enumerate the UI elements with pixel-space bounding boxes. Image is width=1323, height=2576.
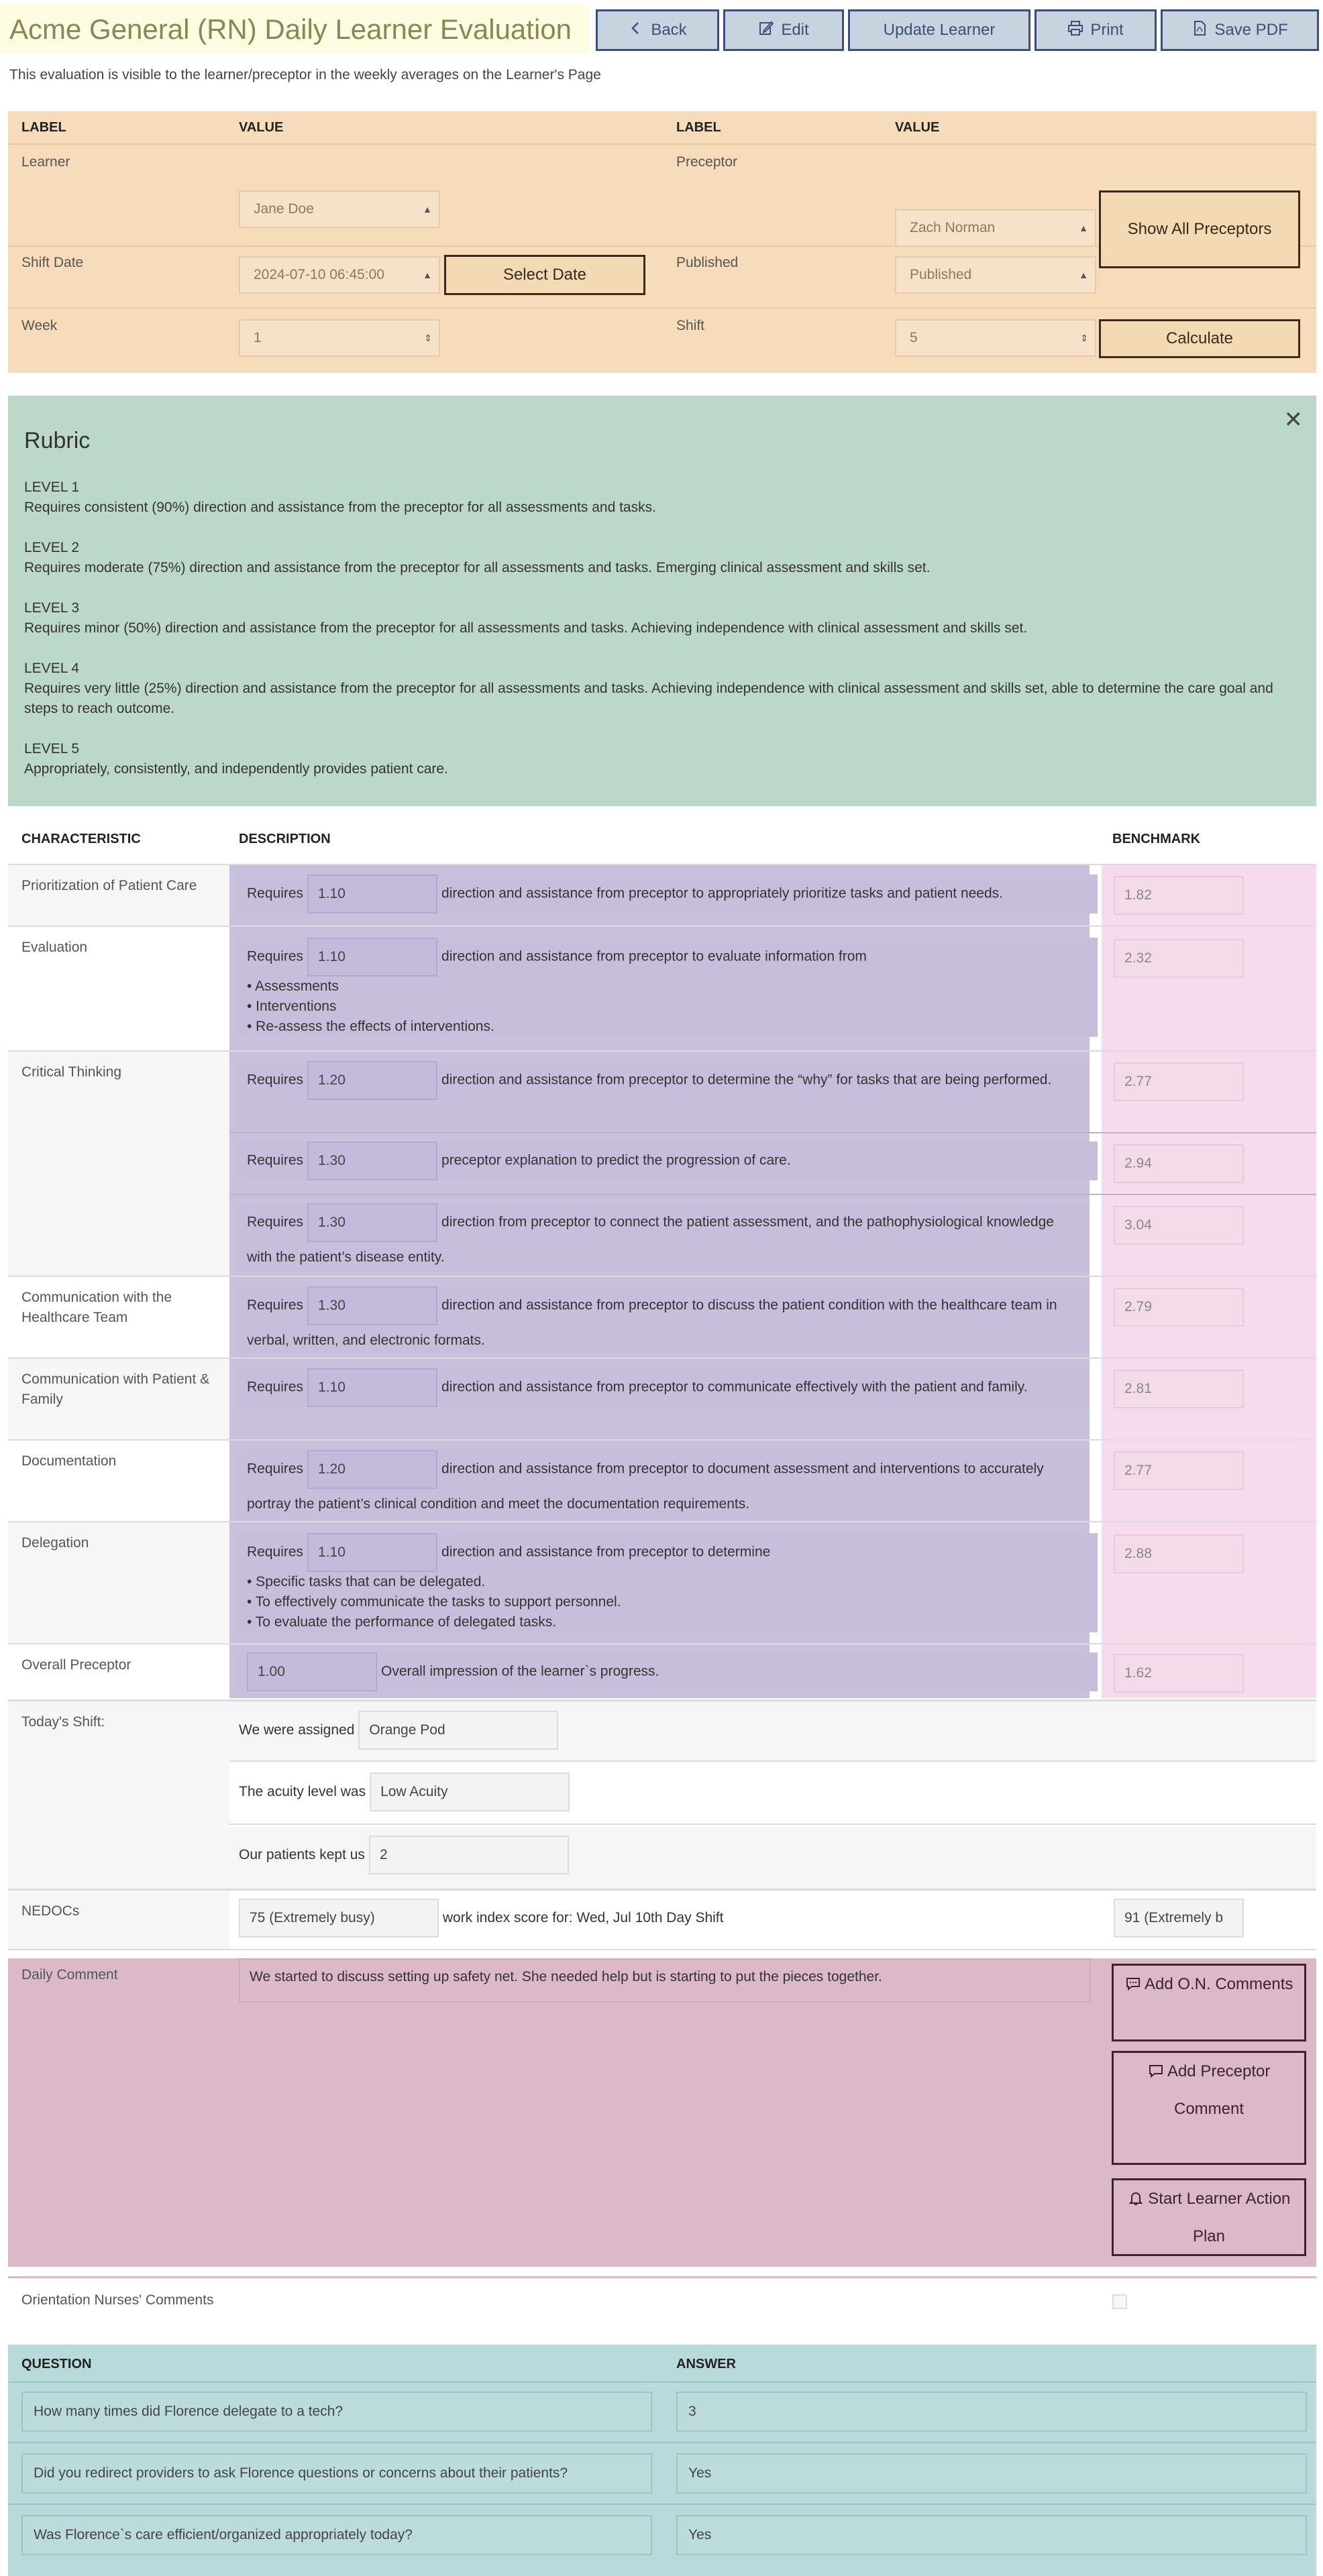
description-header: DESCRIPTION	[239, 832, 331, 846]
characteristic-name: Communication with Patient & Family	[21, 1371, 210, 1407]
description-text	[237, 1533, 1098, 1632]
kept-label: Our patients kept us	[239, 1847, 365, 1862]
bullet-item: • Specific tasks that can be delegated.	[247, 1574, 486, 1589]
learner-label: Learner	[21, 154, 70, 170]
calculate-button[interactable]	[1099, 319, 1300, 358]
select-arrows-icon: ▲	[423, 204, 432, 215]
start-action-plan-button[interactable]	[1112, 2178, 1306, 2256]
row-description: direction and assistance from preceptor to discuss the patient condition with the healthcare team in verbal, written, and electronic formats.	[247, 1297, 1057, 1348]
nedocs-input[interactable]: 75 (Extremely busy)	[239, 1899, 439, 1938]
save-pdf-button[interactable]	[1161, 9, 1319, 51]
learner-select-value: Jane Doe	[254, 201, 314, 217]
answer-header: ANSWER	[676, 2357, 736, 2371]
characteristics-header	[8, 814, 1316, 865]
nedocs-label: NEDOCs	[21, 1903, 80, 1919]
description-text	[237, 1203, 1090, 1272]
score-input[interactable]: 1.10	[307, 875, 437, 913]
bullet-item: • Interventions	[247, 999, 337, 1014]
chevron-left-icon	[628, 20, 644, 41]
pdf-file-icon	[1192, 20, 1208, 41]
label-header: LABEL	[21, 119, 66, 135]
table-row-overall	[8, 1643, 1316, 1699]
rubric-panel	[8, 396, 1316, 806]
start-action-plan-label: Start Learner Action Plan	[1148, 2190, 1291, 2245]
level-text: Requires very little (25%) direction and assistance from the preceptor for all assessments and tasks. Achieving independence with clinical assessment and skills set, able to determine the care goal and steps to reach outcome.	[24, 681, 1273, 716]
rubric-level-5	[24, 739, 1285, 779]
question-text: Was Florence`s care efficient/organized appropriately today?	[21, 2515, 652, 2555]
description-text	[237, 1450, 1090, 1519]
daily-comment-text[interactable]: We started to discuss setting up safety net. She needed help but is starting to put the pieces together.	[239, 1958, 1091, 2003]
rubric-level-2	[24, 538, 1285, 578]
characteristic-name: Documentation	[21, 1453, 117, 1469]
row-description: direction and assistance from preceptor to document assessment and interventions to accurately portray the patient’s clinical condition and meet the documentation requirements.	[247, 1461, 1044, 1512]
level-name: LEVEL 2	[24, 540, 80, 555]
daily-comment-label: Daily Comment	[21, 1967, 118, 1982]
bell-icon	[1128, 2190, 1144, 2208]
answer-field[interactable]: Yes	[676, 2515, 1307, 2555]
sub-divider	[229, 1194, 1316, 1195]
comment-icon	[1148, 2062, 1164, 2080]
requires-word: Requires	[247, 1544, 304, 1560]
benchmark-value: 3.04	[1114, 1206, 1244, 1245]
table-row-prioritization	[8, 864, 1316, 926]
row-description: direction and assistance from preceptor to communicate effectively with the patient and family.	[441, 1379, 1028, 1395]
score-input[interactable]: 1.00	[247, 1653, 377, 1691]
table-row-delegation	[8, 1521, 1316, 1643]
qa-divider	[8, 2382, 1316, 2383]
characteristic-name: Critical Thinking	[21, 1064, 121, 1080]
bullet-item: • Re-assess the effects of interventions.	[247, 1019, 494, 1034]
score-input[interactable]: 1.30	[307, 1141, 437, 1180]
add-on-comments-button[interactable]	[1112, 1964, 1306, 2041]
question-header: QUESTION	[21, 2357, 92, 2371]
benchmark-header: BENCHMARK	[1112, 832, 1201, 846]
visibility-note: This evaluation is visible to the learner/preceptor in the weekly averages on the Learner's Page	[9, 67, 601, 82]
todays-shift-label: Today's Shift:	[21, 1714, 105, 1730]
characteristic-name: Communication with the Healthcare Team	[21, 1290, 172, 1325]
description-text	[237, 1141, 1098, 1180]
chat-icon	[1125, 1975, 1141, 1993]
score-input[interactable]: 1.30	[307, 1203, 437, 1242]
shift-input[interactable]	[895, 319, 1096, 357]
acuity-input[interactable]: Low Acuity	[370, 1773, 570, 1811]
acuity-label: The acuity level was	[239, 1784, 366, 1799]
learner-select[interactable]	[239, 190, 440, 228]
answer-field[interactable]: 3	[676, 2392, 1307, 2432]
save-pdf-label: Save PDF	[1214, 21, 1288, 39]
rubric-level-3	[24, 598, 1285, 638]
description-text	[237, 1368, 1090, 1407]
page-title: Acme General (RN) Daily Learner Evaluation	[0, 5, 589, 54]
acuity-row	[229, 1763, 1316, 1825]
assigned-label: We were assigned	[239, 1722, 355, 1738]
week-input[interactable]	[239, 319, 440, 357]
add-preceptor-comment-button[interactable]	[1112, 2051, 1306, 2165]
row-description: preceptor explanation to predict the progression of care.	[441, 1152, 791, 1168]
description-text	[237, 1286, 1090, 1355]
requires-word: Requires	[247, 1297, 304, 1313]
show-all-label: Show All Preceptors	[1127, 220, 1272, 238]
assigned-input[interactable]: Orange Pod	[358, 1711, 558, 1750]
info-row-learner	[8, 145, 1316, 247]
spinner-icon: ⇕	[1080, 333, 1088, 343]
level-text: Appropriately, consistently, and independently provides patient care.	[24, 761, 448, 777]
table-row-comm-patient	[8, 1357, 1316, 1439]
qa-divider	[8, 2504, 1316, 2505]
row-description: direction from preceptor to connect the patient assessment, and the pathophysiological knowledge with the patient’s disease entity.	[247, 1214, 1054, 1265]
benchmark-value: 2.77	[1114, 1451, 1244, 1490]
level-name: LEVEL 1	[24, 480, 80, 495]
description-text	[237, 1061, 1090, 1133]
shift-date-label: Shift Date	[21, 255, 84, 270]
requires-word: Requires	[247, 948, 304, 964]
nedocs-row	[8, 1889, 1316, 1950]
requires-word: Requires	[247, 1072, 304, 1088]
requires-word: Requires	[247, 1461, 304, 1477]
score-input[interactable]: 1.20	[307, 1450, 437, 1489]
bullet-item: • To evaluate the performance of delegated tasks.	[247, 1614, 557, 1630]
spinner-icon: ⇕	[424, 333, 432, 343]
nedocs-text: work index score for: Wed, Jul 10th Day Shift	[442, 1910, 724, 1925]
score-input[interactable]: 1.20	[307, 1061, 437, 1100]
learner-info-table	[8, 111, 1316, 373]
info-row-week	[8, 309, 1316, 373]
select-date-label: Select Date	[502, 266, 587, 284]
bullet-item: • To effectively communicate the tasks to support personnel.	[247, 1594, 621, 1610]
label-header-2: LABEL	[676, 119, 721, 135]
score-input[interactable]: 1.30	[307, 1286, 437, 1325]
print-button-label: Print	[1090, 21, 1124, 39]
row-description: direction and assistance from preceptor to evaluate information from	[441, 948, 867, 964]
select-arrows-icon: ▲	[1079, 223, 1088, 233]
edit-icon	[758, 20, 774, 41]
requires-word: Requires	[247, 1214, 304, 1230]
back-button[interactable]	[596, 9, 719, 51]
rubric-level-1	[24, 478, 1285, 518]
row-description: direction and assistance from preceptor to determine	[441, 1544, 771, 1560]
calculate-label: Calculate	[1165, 329, 1234, 347]
benchmark-value: 2.94	[1114, 1144, 1244, 1183]
info-row-shift-date	[8, 247, 1316, 309]
preceptor-select[interactable]	[895, 209, 1096, 247]
orientation-row	[8, 2276, 1316, 2345]
shift-date-select[interactable]	[239, 256, 440, 294]
description-text	[237, 1653, 1098, 1691]
description-text	[237, 875, 1098, 913]
add-on-comments-label: Add O.N. Comments	[1144, 1975, 1293, 1993]
table-row-documentation	[8, 1439, 1316, 1521]
requires-word: Requires	[247, 885, 304, 901]
score-input[interactable]: 1.10	[307, 1368, 437, 1407]
week-label: Week	[21, 318, 58, 333]
add-preceptor-comment-label: Add Preceptor Comment	[1167, 2062, 1271, 2118]
benchmark-value: 2.88	[1114, 1534, 1244, 1573]
benchmark-value: 2.79	[1114, 1288, 1244, 1327]
benchmark-value: 2.77	[1114, 1062, 1244, 1101]
published-select[interactable]	[895, 256, 1096, 294]
info-header-row	[8, 111, 1316, 145]
qa-divider	[8, 2442, 1316, 2443]
requires-word: Requires	[247, 1152, 304, 1168]
orientation-checkbox[interactable]	[1112, 2294, 1127, 2309]
value-header-2: VALUE	[895, 119, 940, 135]
printer-icon	[1067, 20, 1083, 41]
nedocs-benchmark: 91 (Extremely b	[1114, 1899, 1244, 1938]
select-date-button[interactable]	[444, 255, 645, 295]
value-header: VALUE	[239, 119, 284, 135]
close-icon[interactable]: ✕	[1283, 407, 1303, 433]
question-text: How many times did Florence delegate to a tech?	[21, 2392, 652, 2432]
requires-word: Requires	[247, 1379, 304, 1395]
table-row-comm-healthcare	[8, 1276, 1316, 1357]
nedocs-content	[239, 1899, 723, 1938]
description-text	[237, 938, 1098, 1037]
score-input[interactable]: 1.10	[307, 1533, 437, 1572]
question-text: Did you redirect providers to ask Florence questions or concerns about their patients?	[21, 2453, 652, 2494]
rubric-level-4	[24, 659, 1285, 719]
shift-date-value: 2024-07-10 06:45:00	[254, 267, 384, 282]
questions-section	[8, 2345, 1316, 2576]
benchmark-value: 2.32	[1114, 939, 1244, 978]
print-button[interactable]	[1035, 9, 1157, 51]
level-name: LEVEL 3	[24, 600, 80, 616]
row-description: direction and assistance from preceptor to determine the “why” for tasks that are being performed.	[441, 1072, 1052, 1088]
characteristic-name: Delegation	[21, 1535, 89, 1551]
level-text: Requires consistent (90%) direction and assistance from the preceptor for all assessments and tasks.	[24, 500, 656, 515]
level-name: LEVEL 4	[24, 661, 80, 676]
kept-input[interactable]: 2	[369, 1836, 569, 1874]
bullet-item: • Assessments	[247, 978, 339, 994]
characteristic-name: Prioritization of Patient Care	[21, 878, 197, 893]
level-text: Requires minor (50%) direction and assistance from the preceptor for all assessments and tasks. Achieving independence with clinical assessment and skills set.	[24, 620, 1028, 636]
todays-shift-section	[8, 1699, 1316, 1889]
answer-field[interactable]: Yes	[676, 2453, 1307, 2494]
characteristic-name: Overall Preceptor	[21, 1657, 131, 1673]
table-row-evaluation	[8, 926, 1316, 1050]
level-text: Requires moderate (75%) direction and assistance from the preceptor for all assessments and tasks. Emerging clinical assessment and skills set.	[24, 560, 931, 575]
preceptor-select-value: Zach Norman	[910, 220, 996, 235]
edit-button[interactable]	[723, 9, 844, 51]
row-description: direction and assistance from preceptor to appropriately prioritize tasks and patient needs.	[441, 885, 1004, 901]
shift-label: Shift	[676, 318, 705, 333]
benchmark-value: 1.82	[1114, 876, 1244, 915]
score-input[interactable]: 1.10	[307, 938, 437, 976]
row-description: Overall impression of the learner`s progress.	[381, 1663, 659, 1679]
characteristic-header: CHARACTERISTIC	[21, 832, 141, 846]
edit-button-label: Edit	[781, 21, 809, 39]
shift-value: 5	[910, 330, 918, 345]
benchmark-value: 1.62	[1114, 1654, 1244, 1693]
week-value: 1	[254, 330, 262, 345]
select-arrows-icon: ▲	[1079, 270, 1088, 280]
orientation-label: Orientation Nurses' Comments	[21, 2292, 214, 2308]
update-learner-button[interactable]	[848, 9, 1030, 51]
page-header	[0, 0, 1323, 60]
benchmark-value: 2.81	[1114, 1369, 1244, 1408]
select-arrows-icon: ▲	[423, 270, 432, 280]
assigned-row	[229, 1701, 1316, 1762]
daily-comment-section	[8, 1958, 1316, 2267]
characteristic-name: Evaluation	[21, 940, 88, 955]
preceptor-label: Preceptor	[676, 154, 738, 170]
kept-row	[229, 1826, 1316, 1889]
published-label: Published	[676, 255, 739, 270]
rubric-title: Rubric	[24, 428, 91, 453]
level-name: LEVEL 5	[24, 741, 80, 757]
back-button-label: Back	[651, 21, 687, 39]
update-learner-label: Update Learner	[883, 21, 996, 39]
header-toolbar	[596, 9, 1319, 51]
table-row-critical-thinking	[8, 1050, 1316, 1276]
sub-divider	[229, 1132, 1316, 1133]
published-value: Published	[910, 267, 972, 282]
